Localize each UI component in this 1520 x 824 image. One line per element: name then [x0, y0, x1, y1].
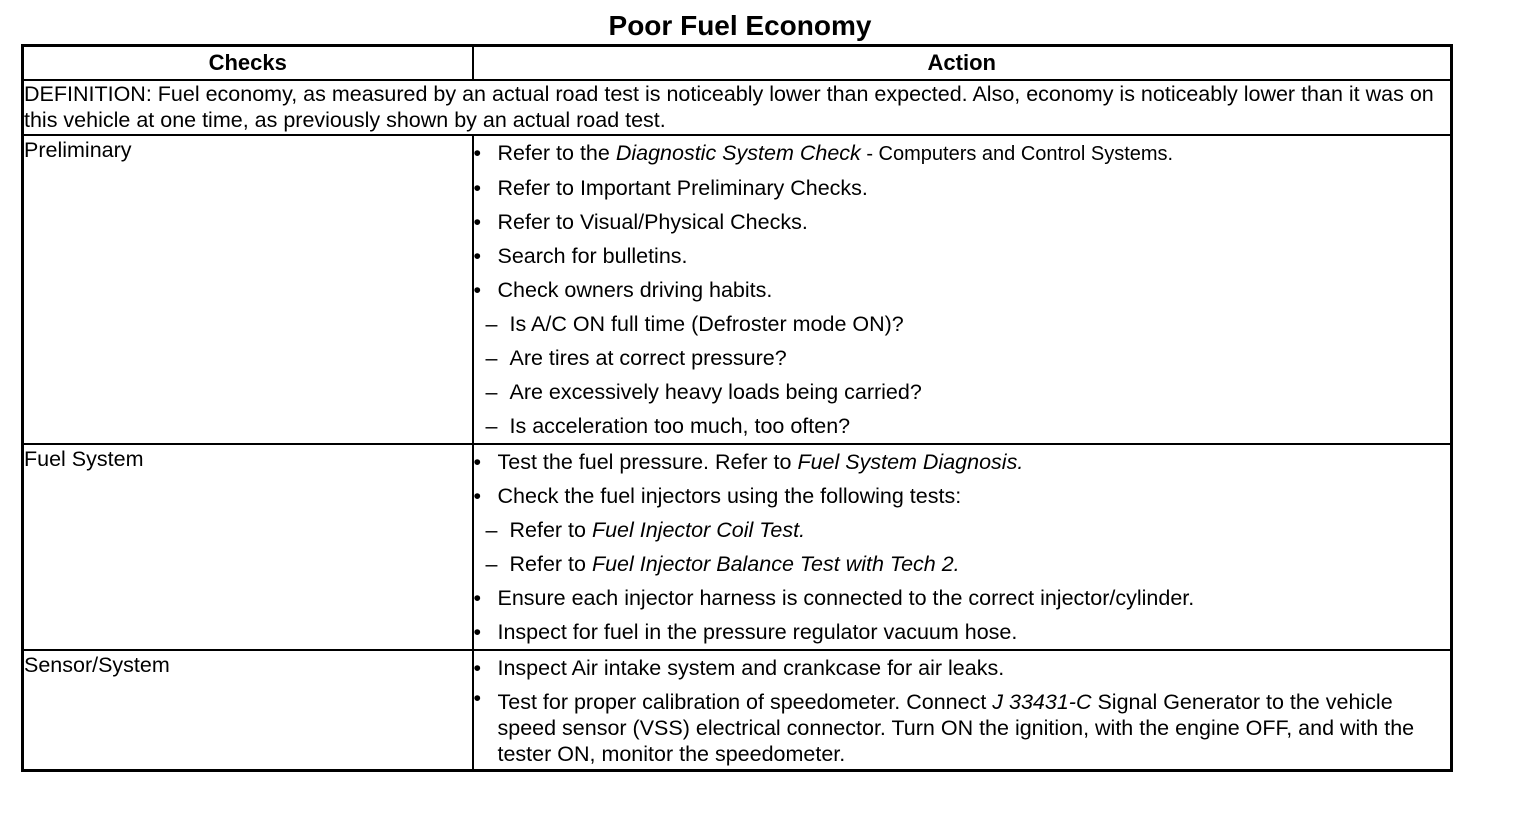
check-sensor-system: Sensor/System [23, 650, 473, 771]
item-text: Refer to [509, 552, 592, 576]
fuel-system-diagnosis-reference: Fuel System Diagnosis. [797, 450, 1024, 474]
sub-list-item [474, 547, 1451, 581]
list-item: • Check owners driving habits. [474, 273, 1451, 307]
table-row-sensor-system [23, 650, 1452, 771]
list-item: • Ensure each injector harness is connected to the correct injector/cylinder. [474, 581, 1451, 615]
sub-list-item: – Is acceleration too much, too often? [474, 409, 1451, 443]
coil-test-reference: Fuel Injector Coil Test. [591, 518, 806, 542]
table-row-fuel-system [23, 444, 1452, 650]
action-cell-sensor-system [473, 650, 1452, 771]
checks-header: Checks [23, 46, 473, 81]
list-item: • Check the fuel injectors using the following tests: [474, 479, 1451, 513]
item-text: - Computers and Control Systems. [860, 143, 1174, 165]
list-item: • Refer to Visual/Physical Checks. [474, 205, 1451, 239]
action-list [474, 651, 1451, 767]
check-preliminary: Preliminary [23, 135, 473, 444]
definition-text: DEFINITION: Fuel economy, as measured by an actual road test is noticeably lower than expected. Also, economy is noticeably lower than it was on this vehicle at one time, as previously shown by an actual road test. [23, 80, 1452, 135]
item-text: Signal Generator to the vehicle speed sensor (VSS) electrical connector. Turn ON the ignition, with the engine OFF, and with the tester ON, monitor the speedometer. [497, 690, 1415, 766]
table-row-preliminary [23, 135, 1452, 444]
header-row [23, 46, 1452, 81]
item-text: Refer to [509, 518, 592, 542]
check-fuel-system: Fuel System [23, 444, 473, 650]
diagnostic-table [21, 44, 1453, 772]
balance-test-reference: Fuel Injector Balance Test with Tech 2. [591, 552, 960, 576]
sub-list-item: – Are tires at correct pressure? [474, 341, 1451, 375]
tool-number: J 33431-C [992, 690, 1092, 714]
sub-list-item [474, 513, 1451, 547]
list-item [474, 445, 1451, 479]
sub-list-item: – Is A/C ON full time (Defroster mode ON)? [474, 307, 1451, 341]
item-text: Test the fuel pressure. Refer to [497, 450, 798, 474]
list-item: • Inspect for fuel in the pressure regulator vacuum hose. [474, 615, 1451, 649]
list-item: • Refer to Important Preliminary Checks. [474, 171, 1451, 205]
definition-row [23, 80, 1452, 135]
item-text: Test for proper calibration of speedometer. Connect [497, 690, 993, 714]
action-list [474, 445, 1451, 649]
item-text: Refer to the [497, 141, 616, 165]
page-title: Poor Fuel Economy [608, 10, 872, 41]
list-item [474, 136, 1451, 171]
list-item [474, 685, 1451, 767]
sub-list-item: – Are excessively heavy loads being carried? [474, 375, 1451, 409]
list-item: • Inspect Air intake system and crankcase for air leaks. [474, 651, 1451, 685]
diagnostic-system-check-reference: Diagnostic System Check [615, 141, 861, 165]
action-cell-preliminary [473, 135, 1452, 444]
action-header: Action [473, 46, 1452, 81]
action-cell-fuel-system [473, 444, 1452, 650]
list-item: • Search for bulletins. [474, 239, 1451, 273]
action-list [474, 136, 1451, 443]
